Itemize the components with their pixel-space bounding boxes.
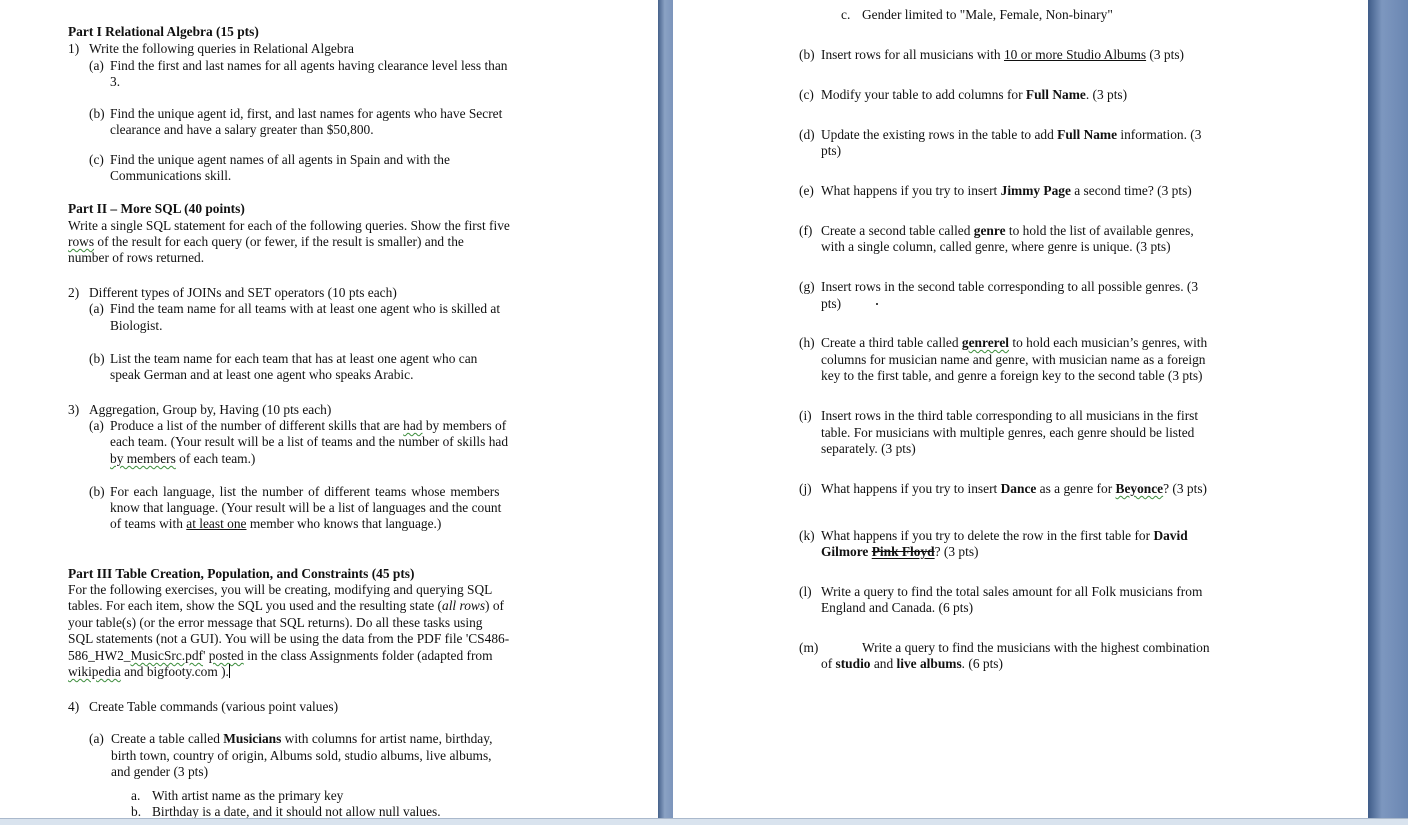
question-4-number: 4) [68,699,80,714]
item-label: (h) [799,335,815,350]
question-3-number: 3) [68,402,80,417]
item-i-line1: Insert rows in the third table corresponding to all musicians in the first [821,408,1199,423]
question-1c-line2: Communications skill. [110,168,232,183]
document-page-left[interactable] [0,0,658,818]
item-label: (e) [799,183,814,198]
part2-heading: Part II – More SQL (40 points) [68,201,245,216]
item-label: (b) [89,484,105,499]
part2-intro-line2: rows of the result for each query (or fewer, if the result is smaller) and the [68,234,464,249]
part3-intro-line4: SQL statements (not a GUI). You will be using the data from the PDF file 'CS486- [68,631,510,646]
item-g-line2: pts) [821,296,842,311]
part3-intro-line2: tables. For each item, show the SQL you used and the resulting state (all rows) of [68,598,505,613]
spellcheck-word[interactable]: had [403,418,423,433]
item-e-text: What happens if you try to insert Jimmy Page a second time? (3 pts) [821,183,1192,198]
item-label: (c) [89,152,104,167]
item-label: (b) [89,351,105,366]
question-1-text: Write the following queries in Relational Algebra [89,41,354,56]
item-l-line1: Write a query to find the total sales amount for all Folk musicians from [821,584,1203,599]
item-label: (l) [799,584,812,599]
part3-intro-line5: 586_HW2_MusicSrc.pdf' posted in the class Assignments folder (adapted from [68,648,493,663]
question-4a-line3: and gender (3 pts) [111,764,209,779]
part2-intro-line3: number of rows returned. [68,250,205,265]
item-g-line1: Insert rows in the second table corresponding to all possible genres. (3 [821,279,1199,294]
page-gap [658,0,673,818]
item-h-line1: Create a third table called genrerel to hold each musician’s genres, with [821,335,1208,350]
question-2b-line2: speak German and at least one agent who speaks Arabic. [110,367,414,382]
question-1c-line1: Find the unique agent names of all agents in Spain and with the [110,152,450,167]
sub-item-label: a. [131,788,141,803]
window-background [1368,0,1408,818]
item-label: (a) [89,58,104,73]
item-d-line2: pts) [821,143,842,158]
question-4a-line2: birth town, country of origin, Albums sold, studio albums, live albums, [111,748,492,763]
item-i-line2: table. For musicians with multiple genres, each genre should be listed [821,425,1195,440]
item-f-line2: with a single column, called genre, where genre is unique. (3 pts) [821,239,1171,254]
item-label: (d) [799,127,815,142]
question-3a-line3: by members of each team.) [110,451,256,466]
item-label: (k) [799,528,815,543]
question-3a-line2: each team. (Your result will be a list of teams and the number of skills had [110,434,509,449]
question-3b-line2: know that language. (Your result will be a list of languages and the count [110,500,502,515]
question-3b-line3: of teams with at least one member who knows that language.) [110,516,442,531]
item-f-line1: Create a second table called genre to hold the list of available genres, [821,223,1194,238]
sub-item-a-text: With artist name as the primary key [152,788,344,803]
question-1-number: 1) [68,41,80,56]
question-2-text: Different types of JOINs and SET operators (10 pts each) [89,285,397,300]
item-label: (f) [799,223,813,238]
spellcheck-word[interactable]: rows [68,234,95,249]
spellcheck-word[interactable]: Beyonce [1115,481,1164,496]
part2-intro-line1: Write a single SQL statement for each of the following queries. Show the first five [68,218,510,233]
spellcheck-word[interactable]: wikipedia [68,664,121,679]
spellcheck-word[interactable]: posted [208,648,244,663]
spellcheck-word[interactable]: MusicSrc.pdf [130,648,204,663]
item-label: (m) [799,640,819,655]
item-label: (a) [89,418,104,433]
spellcheck-word[interactable]: by members [110,451,176,466]
question-4-text: Create Table commands (various point values) [89,699,339,714]
item-label: (c) [799,87,814,102]
sub-item-label: b. [131,804,142,818]
item-h-line2: columns for musician name and genre, with musician name as a foreign [821,352,1206,367]
question-2-number: 2) [68,285,80,300]
item-c-text: Modify your table to add columns for Full Name. (3 pts) [821,87,1128,102]
sub-item-label: c. [841,7,851,22]
question-2b-line1: List the team name for each team that has at least one agent who can [110,351,478,366]
part3-intro-line1: For the following exercises, you will be creating, modifying and querying SQL [68,582,493,597]
question-3-text: Aggregation, Group by, Having (10 pts each) [89,402,332,417]
question-1b-line1: Find the unique agent id, first, and last names for agents who have Secret [110,106,503,121]
item-l-line2: England and Canada. (6 pts) [821,600,974,615]
question-1a-line2: 3. [110,74,121,89]
question-1a-line1: Find the first and last names for all agents having clearance level less than [110,58,508,73]
stray-mark [876,303,878,305]
question-3b-line1: For each language, list the number of different teams whose members [110,484,500,499]
spellcheck-word[interactable]: genrerel [961,335,1010,350]
part1-heading: Part I Relational Algebra (15 pts) [68,24,259,39]
item-label: (g) [799,279,815,294]
sub-item-b-text: Birthday is a date, and it should not allow null values. [152,804,441,818]
part3-intro-line6: wikipedia and bigfooty.com ). [68,664,229,679]
item-label: (j) [799,481,812,496]
item-k-line2: Gilmore Pink Floyd? (3 pts) [821,544,979,559]
question-1b-line2: clearance and have a salary greater than $50,800. [110,122,374,137]
item-h-line3: key to the first table, and genre a foreign key to the second table (3 pts) [821,368,1203,383]
part3-heading: Part III Table Creation, Population, and Constraints (45 pts) [68,566,415,581]
sub-item-c-text: Gender limited to "Male, Female, Non-binary" [862,7,1113,22]
item-label: (a) [89,731,104,746]
item-i-line3: separately. (3 pts) [821,441,916,456]
strikethrough-text[interactable]: Pink Floyd [871,544,935,559]
question-2a-line2: Biologist. [110,318,163,333]
question-2a-line1: Find the team name for all teams with at least one agent who is skilled at [110,301,501,316]
item-b-text: Insert rows for all musicians with 10 or more Studio Albums (3 pts) [821,47,1185,62]
item-label: (b) [89,106,105,121]
item-j-text: What happens if you try to insert Dance as a genre for Beyonce? (3 pts) [821,481,1208,496]
item-label: (i) [799,408,812,423]
item-m-line1: Write a query to find the musicians with the highest combination [862,640,1210,655]
item-label: (b) [799,47,815,62]
item-label: (a) [89,301,104,316]
item-k-line1: What happens if you try to delete the row in the first table for David [821,528,1188,543]
item-d-line1: Update the existing rows in the table to add Full Name information. (3 [821,127,1202,142]
question-3a-line1: Produce a list of the number of different skills that are had by members of [110,418,507,433]
text-cursor [229,664,230,678]
item-m-line2: of studio and live albums. (6 pts) [821,656,1003,671]
question-4a-line1: Create a table called Musicians with columns for artist name, birthday, [111,731,493,746]
document-page-right[interactable] [673,0,1368,818]
part3-intro-line3: your table(s) (or the error message that SQL returns). Do all these tasks using [68,615,483,630]
